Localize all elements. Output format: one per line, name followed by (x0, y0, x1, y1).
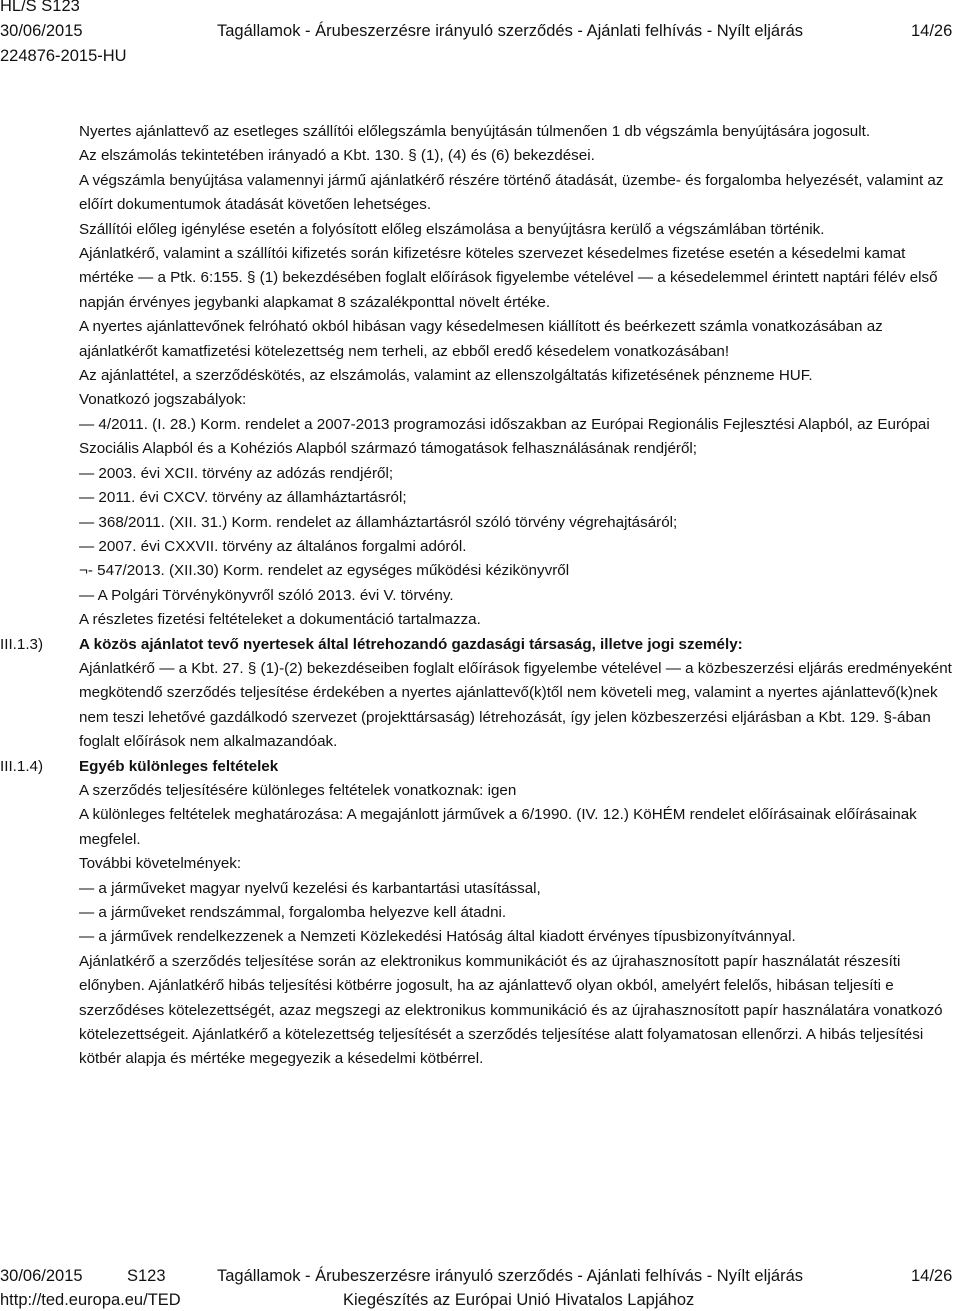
section-iii-1-4 (0, 755, 959, 1072)
page-header (0, 0, 960, 68)
list-item-text: 368/2011. (XII. 31.) Korm. rendelet az államháztartásról szóló törvény végrehajtásáról; (98, 513, 678, 531)
dash-mark: — (79, 513, 95, 531)
dash-mark: — (79, 537, 95, 555)
paragraph: Ajánlatkérő, valamint a szállítói kifizetés során kifizetésre köteles szervezet késedelmes fizetése esetén a késedelmi kamat mértéke — a Ptk. 6:155. § (1) bekezdésében foglalt előírások figyelembe vételével — a késedelemmel érintett naptári félév első napján érvényes jegybanki alapkamat 8 százalékponttal növelt értéke. (79, 245, 938, 311)
section-number: III.1.4) (0, 757, 44, 775)
header-document-id: 224876-2015-HU (0, 47, 127, 65)
dash-mark: — (79, 928, 95, 946)
list-item-text: 547/2013. (XII.30) Korm. rendelet az egységes működési kézikönyvről (97, 562, 570, 580)
paragraph: Ajánlatkérő a szerződés teljesítése során az elektronikus kommunikációt és az újrahasznosított papír használatát részesíti előnyben. Ajánlatkérő hibás teljesítési kötbérre jogosult, ha az ajánlattevő olyan okból, amelyért felelős, hibásan teljesíti e szerződéses kötelezettségét, azaz megszegi az elektronikus kommunikáció és az újrahasznosított papír használatára vonatkozó kötelezettségeit. Ajánlatkérő a kötelezettség teljesítését a szerződés teljesítése alatt folyamatosan ellenőrzi. A hibás teljesítési kötbér alapja és mértéke megegyezik a késedelmi kötbérrel. (79, 952, 943, 1068)
footer-url-link[interactable]: http://ted.europa.eu/TED (0, 1291, 181, 1309)
footer-page-number: 14/26 (911, 1267, 953, 1285)
list-item (79, 559, 959, 583)
paragraph: A részletes fizetési feltételeket a dokumentáció tartalmazza. (79, 611, 481, 629)
list-item-text: 2007. évi CXXVII. törvény az általános forgalmi adóról. (98, 537, 467, 555)
list-item (79, 877, 959, 901)
dash-mark: — (79, 904, 95, 921)
list-item-text: 2011. évi CXCV. törvény az államháztartásról; (98, 489, 407, 507)
paragraph: A nyertes ajánlattevőnek felróható okból hibásan vagy késedelmesen kiállított és beérkezett számla vonatkozásában az ajánlatkérőt kamatfizetési kötelezettség nem terheli, az ebből eredő késedelem vonatkozásában! (79, 318, 883, 360)
paragraph: A különleges feltételek meghatározása: A megajánlott járművek a 6/1990. (IV. 12.) KöHÉM rendelet előírásainak előírásainak megfelel. (79, 806, 917, 848)
paragraph: Az ajánlattétel, a szerződéskötés, az elszámolás, valamint az ellenszolgáltatás kifizetésének pénzneme HUF. (79, 367, 813, 385)
list-item (79, 535, 959, 559)
dash-mark: ¬- (79, 562, 93, 580)
paragraph: Vonatkozó jogszabályok: (79, 391, 247, 409)
section-heading: A közös ajánlatot tevő nyertesek által létrehozandó gazdasági társaság, illetve jogi személy: (79, 635, 743, 653)
list-item-text: a járműveket magyar nyelvű kezelési és karbantartási utasítással, (98, 879, 541, 897)
paragraph: A szerződés teljesítésére különleges feltételek vonatkoznak: igen (79, 781, 517, 799)
header-date: 30/06/2015 (0, 22, 83, 40)
main-content (0, 120, 959, 1072)
footer-publisher: Kiegészítés az Európai Unió Hivatalos Lapjához (343, 1291, 695, 1309)
list-item-text: 4/2011. (I. 28.) Korm. rendelet a 2007-2013 programozási időszakban az Európai Regionális Fejlesztési Alapból, az Európai Szociális Alapból és a Kohéziós Alapból származó támogatások felhasználásának rendjéről; (79, 415, 930, 458)
dash-mark: — (79, 415, 95, 433)
dash-mark: — (79, 586, 95, 604)
list-item-text: 2003. évi XCII. törvény az adózás rendjéről; (98, 464, 394, 482)
header-page-number: 14/26 (911, 22, 953, 40)
paragraph: Ajánlatkérő — a Kbt. 27. § (1)-(2) bekezdéseiben foglalt előírások figyelembe vételével — a közbeszerzési eljárás eredményeként megkötendő szerződés teljesítése érdekében a nyertes ajánlattevő(k)től nem követeli meg, valamint a nyertes ajánlattevő(k)nek nem teszi lehetővé gazdálkodó szervezet (projekttársaság) létrehozását, így jelen közbeszerzési eljárásban a Kbt. 129. §-ában foglalt előírások nem alkalmazandóak. (79, 659, 952, 751)
list-item-text: A Polgári Törvénykönyvről szóló 2013. évi V. törvény. (97, 586, 454, 604)
list-item (79, 486, 959, 510)
list-item (79, 925, 959, 949)
footer-code: S123 (127, 1267, 166, 1285)
paragraph: Szállítói előleg igénylése esetén a folyósított előleg elszámolása a benyújtásra kerülő a végszámlában történik. (79, 220, 825, 238)
paragraph: További követelmények: (79, 855, 242, 873)
section-number: III.1.3) (0, 635, 44, 653)
page-footer (0, 1264, 960, 1311)
list-item (79, 462, 959, 486)
section-heading: Egyéb különleges feltételek (79, 757, 279, 775)
section-iii-1-3 (0, 633, 959, 755)
list-item (79, 413, 959, 462)
paragraph: Az elszámolás tekintetében irányadó a Kbt. 130. § (1), (4) és (6) bekezdései. (79, 147, 595, 165)
footer-title: Tagállamok - Árubeszerzésre irányuló szerződés - Ajánlati felhívás - Nyílt eljárás (217, 1267, 803, 1285)
list-item (79, 901, 959, 925)
header-title: Tagállamok - Árubeszerzésre irányuló szerződés - Ajánlati felhívás - Nyílt eljárás (217, 22, 803, 40)
dash-mark: — (79, 464, 95, 482)
list-item-text: a járművek rendelkezzenek a Nemzeti Közlekedési Hatóság által kiadott érvényes típusbizonyítvánnyal. (98, 928, 796, 946)
paragraph: Nyertes ajánlattevő az esetleges szállítói előlegszámla benyújtásán túlmenően 1 db végszámla benyújtására jogosult. (79, 123, 871, 140)
list-item (79, 584, 959, 608)
list-item-text: a járműveket rendszámmal, forgalomba helyezve kell átadni. (98, 904, 507, 921)
paragraph: A végszámla benyújtása valamennyi jármű ajánlatkérő részére történő átadását, üzembe- és forgalomba helyezését, valamint az előírt dokumentumok átadását követően lehetséges. (79, 171, 944, 214)
list-item (79, 511, 959, 535)
dash-mark: — (79, 879, 95, 897)
dash-mark: — (79, 489, 95, 507)
header-code: HL/S S123 (0, 0, 80, 15)
footer-date: 30/06/2015 (0, 1267, 83, 1285)
